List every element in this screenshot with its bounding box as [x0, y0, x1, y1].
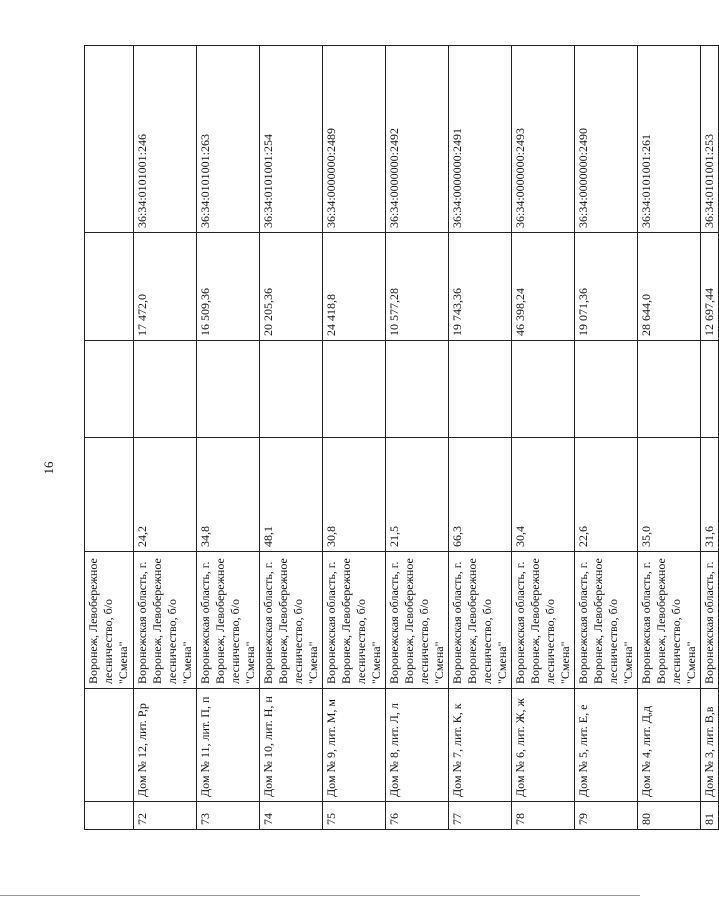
cell-object: Дом № 6, лит. Ж, ж [512, 689, 575, 802]
cell-empty [323, 341, 386, 438]
cell-empty [638, 341, 701, 438]
cell-object: Дом № 7, лит. К, к [449, 689, 512, 802]
cell-object: Дом № 12, лит. Р,р [134, 689, 197, 802]
cell-value: 10 577,28 [386, 233, 449, 341]
cell-object: Дом № 9, лит. М, м [323, 689, 386, 802]
cell-value: 28 644,0 [638, 233, 701, 341]
cell-cadastral: 36:34:0101001:254 [260, 46, 323, 233]
cell-area: 35,0 [638, 438, 701, 552]
bottom-rule [0, 895, 640, 896]
cell-cadastral [85, 46, 134, 233]
cell-address: Воронежская область, г. Воронеж, Левобережное лесничество, б/о "Смена" [449, 552, 512, 689]
cell-value [85, 233, 134, 341]
page-number: 16 [41, 461, 56, 475]
cell-address: Воронежская область, г. Воронеж, Левобережное лесничество, б/о "Смена" [638, 552, 701, 689]
cell-cadastral: 36:34:0000000:2491 [449, 46, 512, 233]
cell-cadastral: 36:34:0101001:263 [197, 46, 260, 233]
cell-object: Дом № 10, лит. Н, н [260, 689, 323, 802]
table-row-continued [85, 46, 134, 830]
cell-no: 75 [323, 802, 386, 830]
cell-no: 81 [701, 802, 719, 830]
table-row [449, 46, 512, 830]
cell-object: Дом № 11, лит. П, п [197, 689, 260, 802]
cell-address: Воронежская область, г. Воронеж, Левобережное лесничество, б/о "Смена" [323, 552, 386, 689]
cell-value: 12 697,44 [701, 233, 719, 341]
cell-cadastral: 36:34:0000000:2490 [575, 46, 638, 233]
cell-address: Воронежская область, г. Воронеж, Левобережное лесничество, б/о "Смена" [386, 552, 449, 689]
cell-area: 24,2 [134, 438, 197, 552]
cell-no: 76 [386, 802, 449, 830]
cell-cadastral: 36:34:0000000:2489 [323, 46, 386, 233]
table-row [260, 46, 323, 830]
cell-empty [449, 341, 512, 438]
cell-object: Дом № 8, лит. Л, л [386, 689, 449, 802]
cell-area: 48,1 [260, 438, 323, 552]
cell-empty [701, 341, 719, 438]
cell-value: 19 743,36 [449, 233, 512, 341]
cell-no: 74 [260, 802, 323, 830]
cell-empty [575, 341, 638, 438]
cell-value: 19 071,36 [575, 233, 638, 341]
cell-area: 30,8 [323, 438, 386, 552]
table-row [512, 46, 575, 830]
cell-area: 31,6 [701, 438, 719, 552]
cell-value: 20 205,36 [260, 233, 323, 341]
cell-empty [260, 341, 323, 438]
cell-area: 34,8 [197, 438, 260, 552]
cell-object: Дом № 5, лит. Е, е [575, 689, 638, 802]
cell-address: Воронежская область, г. Воронеж, Левобережное лесничество, б/о "Смена" [197, 552, 260, 689]
cell-area: 66,3 [449, 438, 512, 552]
cell-value: 16 509,36 [197, 233, 260, 341]
table-row [323, 46, 386, 830]
cell-empty [512, 341, 575, 438]
table-row [638, 46, 701, 830]
cell-no: 80 [638, 802, 701, 830]
table-row [575, 46, 638, 830]
cell-cadastral: 36:34:0101001:246 [134, 46, 197, 233]
cell-area: 21,5 [386, 438, 449, 552]
cell-cadastral: 36:34:0101001:261 [638, 46, 701, 233]
cell-address: Воронежская область, г. Воронеж, Левобережное лесничество, б/о "Смена" [134, 552, 197, 689]
cell-object [85, 689, 134, 802]
cell-cadastral: 36:34:0000000:2492 [386, 46, 449, 233]
table-row [701, 46, 719, 830]
property-table-body [85, 46, 719, 830]
property-table [84, 45, 719, 830]
cell-value: 24 418,8 [323, 233, 386, 341]
cell-empty [85, 341, 134, 438]
cell-address: Воронежская область, г. [701, 552, 719, 689]
cell-object: Дом № 4, лит. Д,д [638, 689, 701, 802]
table-row [134, 46, 197, 830]
cell-no: 73 [197, 802, 260, 830]
cell-no: 78 [512, 802, 575, 830]
cell-address: Воронежская область, г. Воронеж, Левобережное лесничество, б/о "Смена" [575, 552, 638, 689]
cell-no: 72 [134, 802, 197, 830]
rotated-table-container [84, 46, 716, 830]
cell-cadastral: 36:34:0000000:2493 [512, 46, 575, 233]
table-row [197, 46, 260, 830]
cell-object: Дом № 3, лит. В,в [701, 689, 719, 802]
cell-empty [134, 341, 197, 438]
cell-area [85, 438, 134, 552]
cell-area: 22,6 [575, 438, 638, 552]
cell-cadastral: 36:34:0101001:253 [701, 46, 719, 233]
cell-empty [197, 341, 260, 438]
cell-address: Воронежская область, г. Воронеж, Левобережное лесничество, б/о "Смена" [512, 552, 575, 689]
cell-no: 77 [449, 802, 512, 830]
cell-no [85, 802, 134, 830]
cell-no: 79 [575, 802, 638, 830]
cell-area: 30,4 [512, 438, 575, 552]
table-row [386, 46, 449, 830]
cell-value: 46 398,24 [512, 233, 575, 341]
cell-empty [386, 341, 449, 438]
cell-value: 17 472,0 [134, 233, 197, 341]
cell-address: Воронежская область, г. Воронеж, Левобережное лесничество, б/о "Смена" [260, 552, 323, 689]
cell-address: Воронеж, Левобережное лесничество, б/о "Смена" [85, 552, 134, 689]
